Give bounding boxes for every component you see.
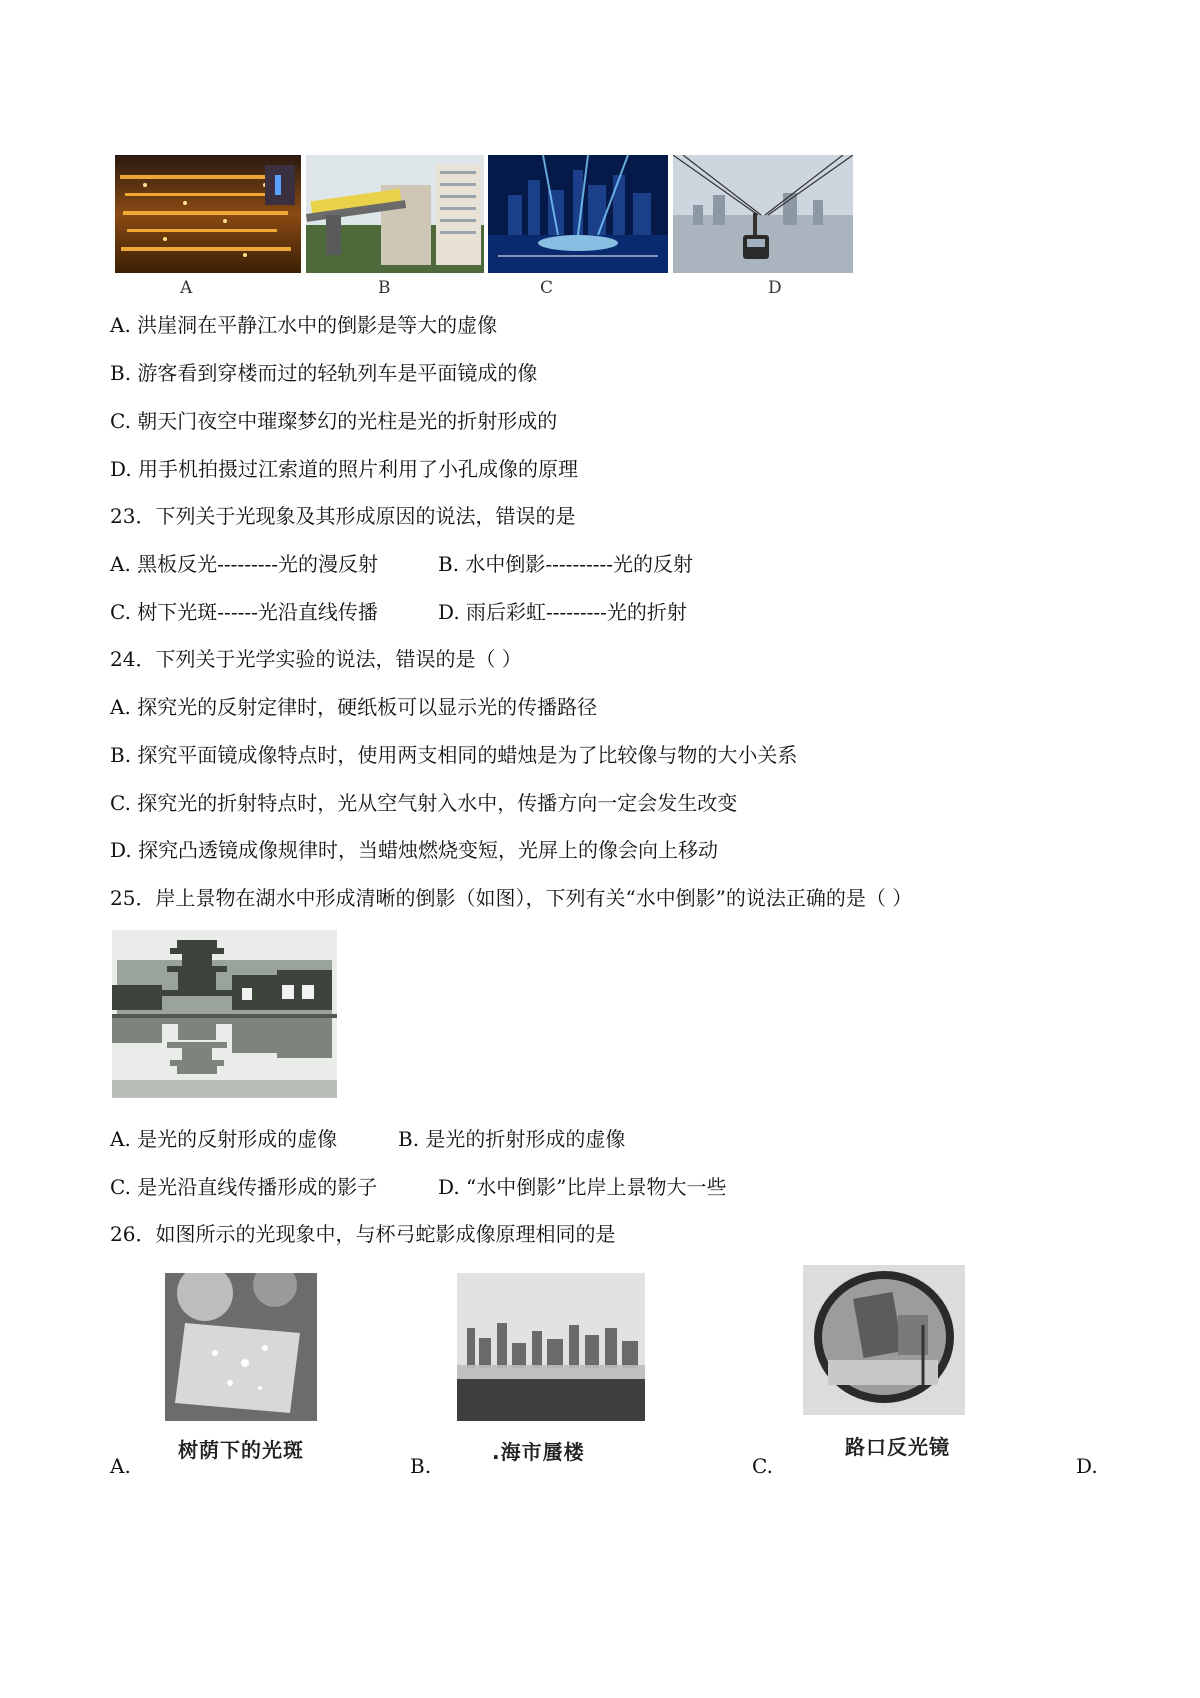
photo-label-b: B — [378, 278, 391, 298]
q22-option-d: D. 用手机拍摄过江索道的照片利用了小孔成像的原理 — [110, 457, 579, 481]
q22-option-a: A. 洪崖洞在平静江水中的倒影是等大的虚像 — [110, 313, 498, 337]
q26-label-d: D. — [1076, 1454, 1098, 1478]
q23-option-a: A. 黑板反光---------光的漫反射 — [110, 552, 378, 576]
q25-stem: 25．岸上景物在湖水中形成清晰的倒影（如图），下列有关“水中倒影”的说法正确的是（ ） — [110, 886, 913, 910]
q26-caption-b: .海市蜃楼 — [492, 1440, 585, 1464]
q26-caption-a: 树荫下的光斑 — [178, 1438, 304, 1462]
q24-option-d: D. 探究凸透镜成像规律时，当蜡烛燃烧变短，光屏上的像会向上移动 — [110, 838, 719, 862]
q24-option-b: B. 探究平面镜成像特点时，使用两支相同的蜡烛是为了比较像与物的大小关系 — [110, 743, 798, 767]
q26-label-b: B. — [410, 1454, 432, 1478]
photo-label-d: D — [768, 278, 782, 298]
q23-option-b: B. 水中倒影----------光的反射 — [438, 552, 693, 576]
q25-option-a: A. 是光的反射形成的虚像 — [110, 1127, 338, 1151]
q26-label-c: C. — [752, 1454, 773, 1478]
q24-option-a: A. 探究光的反射定律时，硬纸板可以显示光的传播路径 — [110, 695, 598, 719]
photo-hongyadong — [115, 155, 301, 273]
q23-option-d: D. 雨后彩虹---------光的折射 — [438, 600, 687, 624]
q26-caption-c: 路口反光镜 — [845, 1435, 950, 1459]
q24-stem: 24．下列关于光学实验的说法，错误的是（ ） — [110, 647, 522, 671]
q22-option-b: B. 游客看到穿楼而过的轻轨列车是平面镜成的像 — [110, 361, 538, 385]
q26-stem: 26．如图所示的光现象中，与杯弓蛇影成像原理相同的是 — [110, 1222, 616, 1246]
q22-option-c: C. 朝天门夜空中璀璨梦幻的光柱是光的折射形成的 — [110, 409, 558, 433]
q25-option-d: D. “水中倒影”比岸上景物大一些 — [438, 1175, 727, 1199]
photo-mirage — [457, 1273, 645, 1421]
photo-label-c: C — [540, 278, 554, 298]
photo-convex-mirror — [803, 1265, 965, 1415]
photo-tree-shade-spots — [165, 1273, 317, 1421]
photo-label-a: A — [180, 278, 193, 298]
q23-stem: 23．下列关于光现象及其形成原因的说法，错误的是 — [110, 504, 576, 528]
photo-lake-reflection — [112, 930, 337, 1098]
q26-label-a: A. — [110, 1454, 131, 1478]
photo-light-rail — [306, 155, 484, 273]
q24-option-c: C. 探究光的折射特点时，光从空气射入水中，传播方向一定会发生改变 — [110, 791, 738, 815]
q23-option-c: C. 树下光斑------光沿直线传播 — [110, 600, 378, 624]
photo-cableway — [673, 155, 853, 273]
q25-option-b: B. 是光的折射形成的虚像 — [398, 1127, 626, 1151]
q25-option-c: C. 是光沿直线传播形成的影子 — [110, 1175, 378, 1199]
photo-chaotianmen — [488, 155, 668, 273]
